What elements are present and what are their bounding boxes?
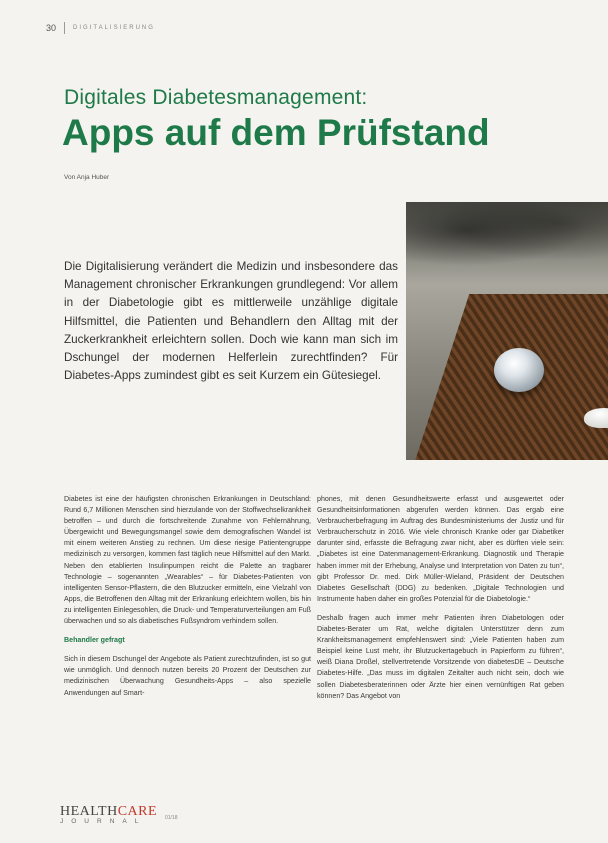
- body-subheading: Behandler gefragt: [64, 636, 125, 645]
- article-author: Von Anja Huber: [64, 174, 110, 181]
- photo-glass: [494, 348, 544, 392]
- page-number: 30: [46, 23, 57, 33]
- issue-number: 01/18: [165, 815, 178, 821]
- logo-subtitle: JOURNAL: [60, 818, 147, 825]
- logo-care: CARE: [117, 804, 158, 819]
- article-photo: [406, 202, 608, 460]
- page-header: [46, 22, 155, 34]
- header-divider: [64, 22, 65, 34]
- article-lead: Die Digitalisierung verändert die Medizin und insbesondere das Management chronischer Erkrankungen grundlegend: Vor allem in der Diabetologie gibt es mittlerweile unzählige digitale Hilfsmittel, die Patienten und Behandlern den Alltag mit der Zuckerkrankheit erleichtern sollen. Doch wie kann man sich im Dschungel der modernen Helferlein zurechtfinden? Für Diabetes-Apps zumindest gibt es seit Kurzem ein Gütesiegel.: [64, 260, 398, 383]
- article-kicker: Digitales Diabetesmanagement:: [64, 86, 368, 109]
- body-paragraph: Diabetes ist eine der häufigsten chronischen Erkrankungen in Deutschland: Rund 6,7 Millionen Menschen sind hierzulande von der Stoffwechselkrankheit betroffen – und durch die fortschreitende Zunahme von Fehlernährung, Übergewicht und Bewegungsmangel sowie dem demografischen Wandel ist mit einem weiteren Anstieg zu rechnen. Um diese riesige Patientengruppe medizinisch zu versorgen, kommen fast täglich neue Hilfsmittel auf den Markt. Neben den etablierten Insulinpumpen reicht die Palette an tragbarer Technologie – sogenannten „Wearables“ – für Diabetes-Patienten von intelligenten Sensor-Pflastern, die den Blutzucker ermitteln, eine Vielzahl von Apps, die Betroffenen den Alltag mit der Erkrankung erleichtern wollen, bis hin zu intelligenten Einlegesohlen, die Druck- und Temperaturverteilungen am Fuß überwachen und so als diabetisches Fußsyndrom verhindern sollen.: [64, 495, 311, 626]
- logo-health: HEALTH: [60, 804, 118, 819]
- article-title: Apps auf dem Prüfstand: [62, 112, 490, 153]
- body-column-left: [64, 494, 311, 707]
- section-label: DIGITALISIERUNG: [73, 25, 155, 31]
- journal-logo: [60, 804, 157, 825]
- body-paragraph: Sich in diesem Dschungel der Angebote als Patient zurechtzufinden, ist so gut wie unmöglich. Und dennoch nutzen bereits 20 Prozent der Deutschen zur medizinischen Überwachung Gesundheits-Apps – also spezielle Anwendungen auf Smart-: [64, 655, 311, 697]
- body-paragraph: phones, mit denen Gesundheitswerte erfasst und ausgewertet oder Gesundheitsinformationen abgerufen werden können. Das ergab eine Verbraucherbefragung im Auftrag des Bundesministeriums der Justiz und für Verbraucherschutz in 2016. Wie viele chronisch Kranke oder gar Diabetiker darunter sind, erfasste die Befragung zwar nicht, aber es dürften viele sein: „Diabetes ist eine Datenmanagement-Erkrankung. Diagnostik und Therapie haben immer mit der Erhebung, Analyse und Interpretation von Daten zu tun“, gibt Professor Dr. med. Dirk Müller-Wieland, Präsident der Deutschen Diabetes Gesellschaft (DDG) zu bedenken. „Digitale Technologien und Instrumente haben daher ein großes Potenzial für die Diabetologie.“: [317, 495, 564, 603]
- photo-background: [406, 202, 608, 272]
- photo-cup: [584, 408, 608, 428]
- body-paragraph: Deshalb fragen auch immer mehr Patienten ihren Diabetologen oder Diabetes-Berater um Rat, welche digitalen Unterstützer denn zum Krankheitsmanagement empfehlenswert sind: „Viele Patienten haben zum Beispiel keine Lust mehr, ihr Blutzuckertagebuch in Papierform zu führen“, weiß Diana Droßel, stellvertretende Vorsitzende von diabetesDE – Deutsche Diabetes-Hilfe. „Das muss im digitalen Zeitalter auch nicht sein, doch wie sollen Diabetesberaterinnen oder Ärzte hier einen vernünftigen Rat geben können? Das Angebot von: [317, 613, 564, 700]
- body-column-right: [317, 494, 564, 710]
